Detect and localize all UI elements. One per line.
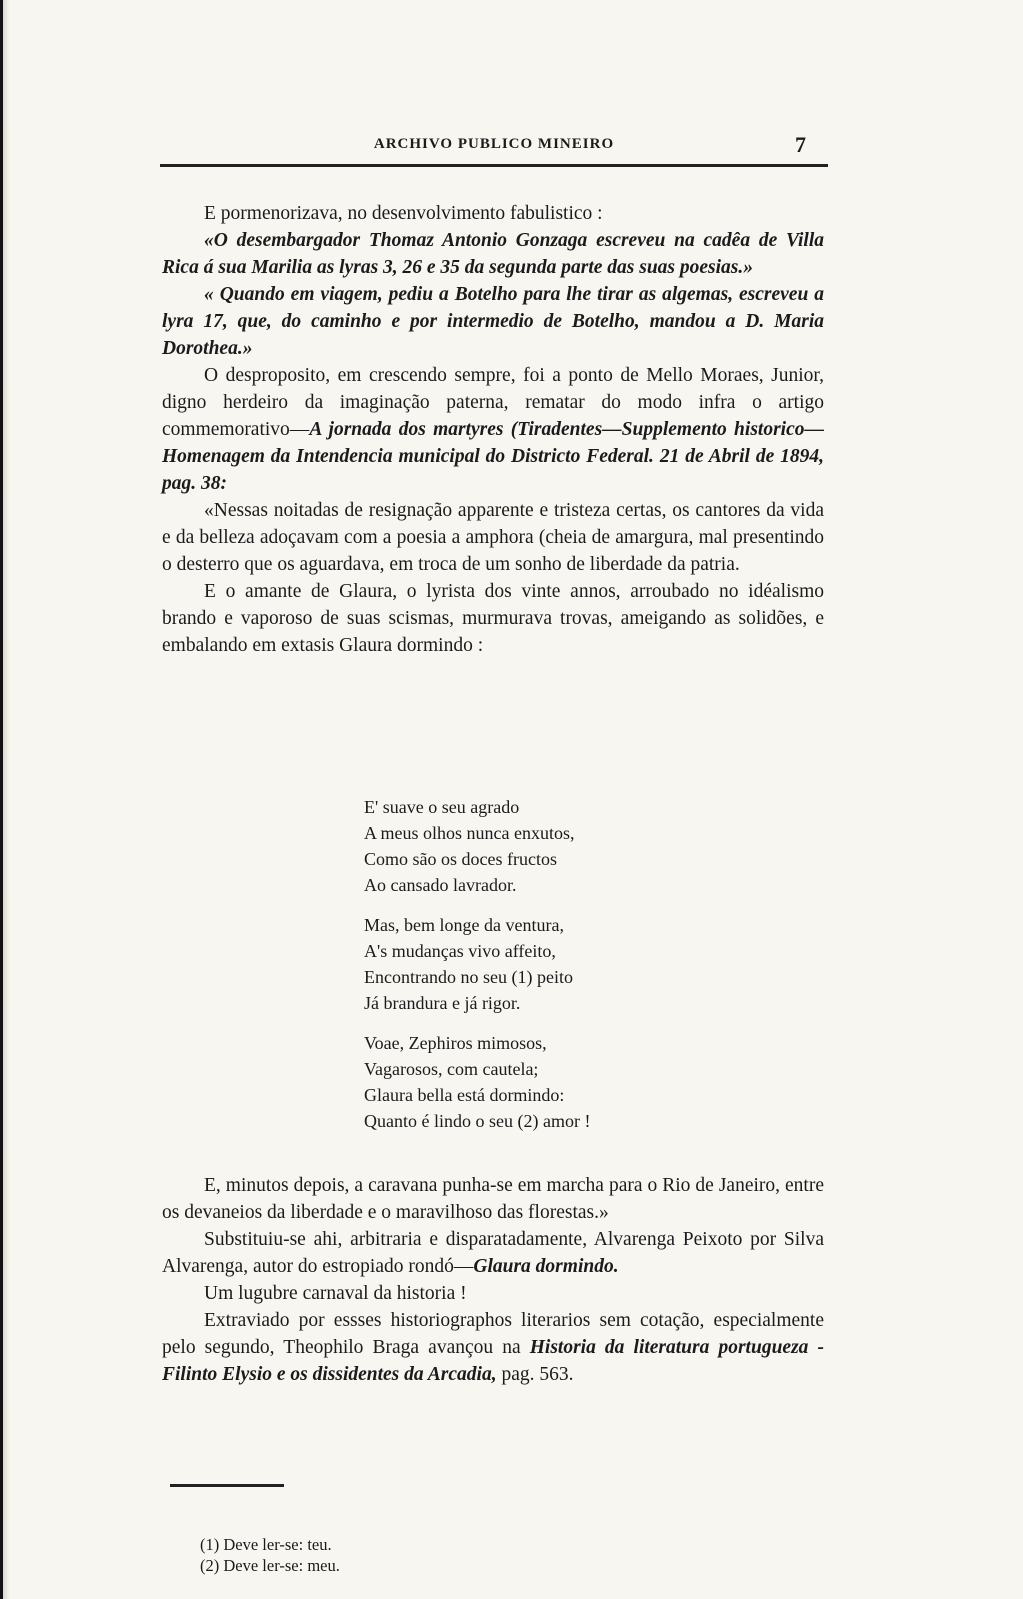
footnotes: [200, 1534, 340, 1575]
poem-line: E' suave o seu agrado: [364, 797, 520, 817]
page-edge: [0, 0, 10, 1599]
running-head: ARCHIVO PUBLICO MINEIRO: [373, 136, 615, 152]
paragraph: E, minutos depois, a caravana punha-se em marcha para o Rio de Janeiro, entre os devaneios da liberdade e o maravilhoso das florestas.»: [162, 1175, 824, 1223]
page-header: [160, 132, 828, 158]
body-text-bottom: [162, 1172, 824, 1388]
poem-line: A's mudanças vivo affeito,: [364, 941, 556, 961]
poem-line: Ao cansado lavrador.: [364, 875, 517, 895]
poem-line: Como são os doces fructos: [364, 849, 557, 869]
paragraph: [162, 1307, 824, 1388]
paragraph-text: O desproposito, em crescendo sempre, foi a ponto de Mello Moraes, Junior, digno herdeiro da imaginação paterna, rematar do modo infra o artigo commemorativo—: [162, 365, 824, 440]
paragraph-italic: Glaura dormindo.: [473, 1256, 619, 1277]
stanza: [364, 1030, 694, 1134]
footnote: (1) Deve ler-se: teu.: [200, 1535, 332, 1554]
paragraph-italic: Historia da literatura portugueza -Filinto Elysio e os dissidentes da Arcadia,: [162, 1337, 824, 1385]
paragraph-text: pag. 563.: [496, 1364, 574, 1385]
paragraph-text: Substituiu-se ahi, arbitraria e disparatadamente, Alvarenga Peixoto por Silva Alvarenga, autor do estropiado rondó—: [162, 1229, 824, 1277]
poem-line: Quanto é lindo o seu (2) amor !: [364, 1111, 591, 1131]
poem-line: A meus olhos nunca enxutos,: [364, 823, 575, 843]
stanza: [364, 912, 694, 1016]
quote-paragraph: « Quando em viagem, pediu a Botelho para lhe tirar as algemas, escreveu a lyra 17, que, do caminho e por intermedio de Botelho, mandou a D. Maria Dorothea.»: [162, 284, 824, 359]
stanza: [364, 794, 694, 898]
header-rule: [160, 164, 828, 167]
poem-line: Encontrando no seu (1) peito: [364, 967, 573, 987]
quote-paragraph: «O desembargador Thomaz Antonio Gonzaga escreveu na cadêa de Villa Rica á sua Marilia as lyras 3, 26 e 35 da segunda parte das suas poesias.»: [162, 230, 824, 278]
paragraph: E pormenorizava, no desenvolvimento fabulistico :: [204, 203, 603, 224]
poem-line: Glaura bella está dormindo:: [364, 1085, 565, 1105]
poem-line: Voae, Zephiros mimosos,: [364, 1033, 547, 1053]
footnote-rule: [170, 1484, 284, 1487]
paragraph: Um lugubre carnaval da historia !: [204, 1283, 467, 1304]
paragraph: [162, 362, 824, 497]
footnote: (2) Deve ler-se: meu.: [200, 1556, 340, 1575]
poem-line: Vagarosos, com cautela;: [364, 1059, 539, 1079]
body-text-top: [162, 200, 824, 659]
paragraph: E o amante de Glaura, o lyrista dos vinte annos, arroubado no idéalismo brando e vaporoso de suas scismas, murmurava trovas, ameigando as solidões, e embalando em extasis Glaura dormindo :: [162, 581, 824, 656]
poem: [364, 794, 694, 1148]
page-number: 7: [795, 132, 806, 157]
paragraph-italic: A jornada dos martyres (Tiradentes—Supplemento historico—Homenagem da Intendencia municipal do Districto Federal. 21 de Abril de 1894, pag. 38:: [162, 419, 824, 494]
poem-line: Mas, bem longe da ventura,: [364, 915, 564, 935]
paragraph: «Nessas noitadas de resignação apparente e tristeza certas, os cantores da vida e da belleza adoçavam com a poesia a amphora (cheia de amargura, mal presentindo o desterro que os aguardava, em troca de um sonho de liberdade da patria.: [162, 500, 824, 575]
poem-line: Já brandura e já rigor.: [364, 993, 521, 1013]
paragraph-text: Extraviado por essses historiographos literarios sem cotação, especialmente pelo segundo, Theophilo Braga avançou na: [162, 1310, 824, 1358]
paragraph: [162, 1226, 824, 1280]
